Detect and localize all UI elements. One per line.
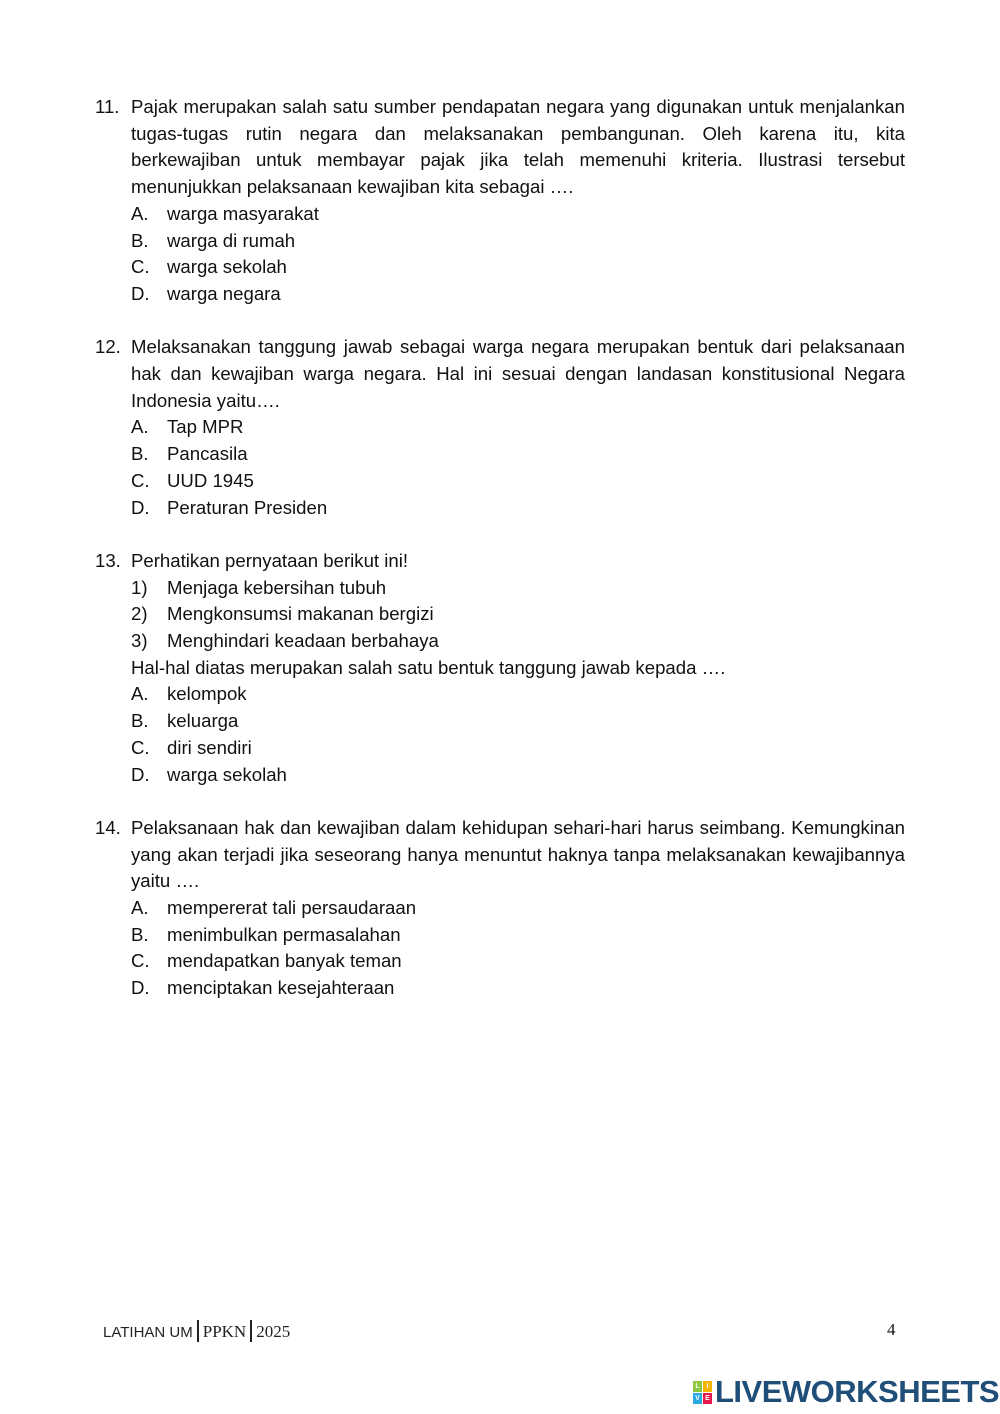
logo-icon [693,1381,712,1404]
answer-option[interactable] [131,254,905,281]
option-letter: A. [131,683,149,705]
option-text: diri sendiri [167,736,252,758]
option-text: warga sekolah [167,763,287,785]
question [95,94,905,308]
option-text: Peraturan Presiden [167,496,328,518]
option-text: mempererat tali persaudaraan [167,897,417,919]
question-number: 12. [95,336,121,358]
option-letter: A. [131,897,149,919]
option-text: UUD 1945 [167,469,254,491]
footer-year: 2025 [256,1322,291,1341]
statement-text: Menghindari keadaan berbahaya [167,630,439,652]
question [95,334,905,521]
option-letter: D. [131,977,150,999]
answer-option[interactable] [131,201,905,228]
logo-letter: V [693,1393,702,1404]
answer-option[interactable] [131,414,905,441]
question-number: 11. [95,96,120,117]
option-letter: C. [131,950,150,972]
answer-option[interactable] [131,468,905,495]
answer-option[interactable] [131,948,905,975]
option-text: menciptakan kesejahteraan [167,977,395,999]
question-number: 14. [95,816,121,838]
option-text: warga sekolah [167,256,287,278]
statement-number: 2) [131,603,148,625]
statement-text: Menjaga kebersihan tubuh [167,576,387,598]
answer-option[interactable] [131,895,905,922]
statement-item [131,601,905,628]
option-letter: B. [131,443,149,465]
option-letter: B. [131,923,149,945]
divider [250,1320,252,1342]
footer [103,1320,290,1342]
logo-letter: L [693,1381,702,1392]
option-text: Pancasila [167,443,248,465]
option-letter: A. [131,416,149,438]
answer-option[interactable] [131,922,905,949]
statement-number: 1) [131,576,148,598]
question [95,815,905,1002]
answer-option[interactable] [131,708,905,735]
answer-option[interactable] [131,681,905,708]
footer-title: LATIHAN UM [103,1324,193,1341]
question-text: Perhatikan pernyataan berikut ini! [131,549,409,571]
answer-option[interactable] [131,762,905,789]
option-text: warga masyarakat [167,202,319,224]
question-list [95,94,905,1029]
question-number: 13. [95,549,121,571]
option-letter: C. [131,736,150,758]
question-prompt: Hal-hal diatas merupakan salah satu bentuk tanggung jawab kepada …. [131,656,726,678]
option-letter: D. [131,763,150,785]
option-text: menimbulkan permasalahan [167,923,401,945]
statement-item [131,628,905,655]
option-letter: C. [131,256,150,278]
question [95,548,905,788]
statement-text: Mengkonsumsi makanan bergizi [167,603,434,625]
option-text: keluarga [167,710,239,732]
divider [197,1320,199,1342]
liveworksheets-logo[interactable] [693,1374,999,1410]
answer-option[interactable] [131,735,905,762]
option-letter: B. [131,710,149,732]
answer-option[interactable] [131,495,905,522]
page-number: 4 [887,1320,896,1339]
question-text: Pelaksanaan hak dan kewajiban dalam kehidupan sehari-hari harus seimbang. Kemungkinan yang akan terjadi jika seseorang hanya menuntut haknya tanpa melaksanakan kewajibannya yaitu …. [131,816,905,892]
footer-subject: PPKN [202,1322,247,1341]
option-letter: B. [131,229,149,251]
statement-item [131,575,905,602]
logo-letter: I [703,1381,712,1392]
option-text: kelompok [167,683,247,705]
logo-text: LIVEWORKSHEETS [715,1374,1000,1409]
logo-letter: E [703,1393,712,1404]
option-text: mendapatkan banyak teman [167,950,402,972]
answer-option[interactable] [131,228,905,255]
answer-option[interactable] [131,441,905,468]
question-text: Pajak merupakan salah satu sumber pendapatan negara yang digunakan untuk menjalankan tugas-tugas rutin negara dan melaksanakan pembangunan. Oleh karena itu, kita berkewajiban untuk membayar pajak jika telah memenuhi kriteria. Ilustrasi tersebut menunjukkan pelaksanaan kewajiban kita sebagai …. [131,96,905,198]
answer-option[interactable] [131,281,905,308]
question-text: Melaksanakan tanggung jawab sebagai warga negara merupakan bentuk dari pelaksanaan hak dan kewajiban warga negara. Hal ini sesuai dengan landasan konstitusional Negara Indonesia yaitu…. [131,336,905,411]
option-text: warga di rumah [167,229,296,251]
statement-number: 3) [131,630,148,652]
option-text: Tap MPR [167,416,244,438]
option-text: warga negara [167,282,281,304]
option-letter: D. [131,496,150,518]
option-letter: A. [131,202,149,224]
option-letter: D. [131,282,150,304]
option-letter: C. [131,469,150,491]
answer-option[interactable] [131,975,905,1002]
